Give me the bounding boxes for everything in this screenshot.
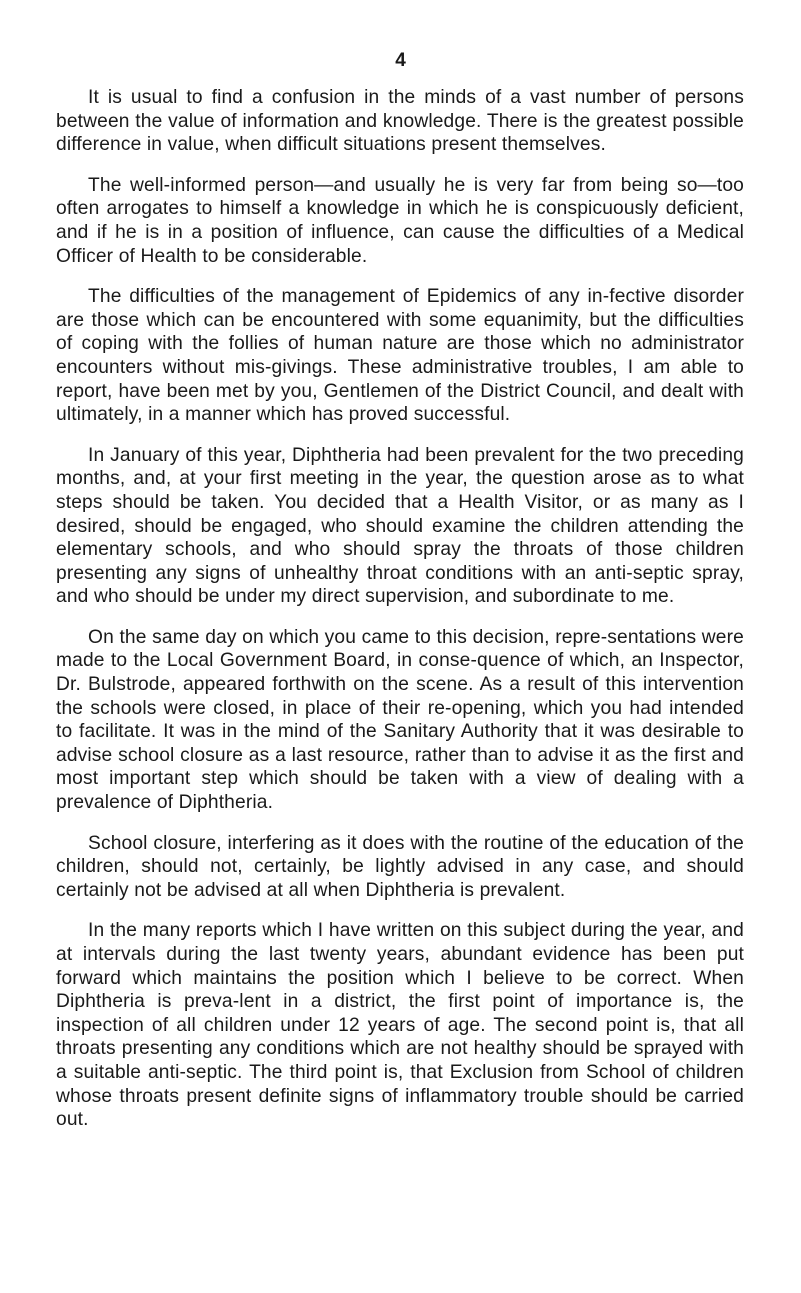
paragraph-6: School closure, interfering as it does with the routine of the education of the children, should not, certainly, be lightly advised in any case, and should certainly not be advised at all when Diphtheria is prevalent. xyxy=(56,832,744,901)
page-number: 4 xyxy=(395,50,406,71)
paragraph-7: In the many reports which I have written on this subject during the year, and at intervals during the last twenty years, abundant evidence has been put forward which maintains the position which I believe to be correct. When Diphtheria is preva-lent in a district, the first point of importance is, the inspection of all children under 12 years of age. The second point is, that all throats presenting any conditions which are not healthy should be sprayed with a suitable anti-septic. The third point is, that Exclusion from School of children whose throats present definite signs of inflammatory trouble should be carried out. xyxy=(56,920,744,1131)
paragraph-5: On the same day on which you came to this decision, repre-sentations were made to the Local Government Board, in conse-quence of which, an Inspector, Dr. Bulstrode, appeared forthwith on the scene. As a result of this intervention the schools were closed, in place of their re-opening, which you had intended to facilitate. It was in the mind of the Sanitary Authority that it was desirable to advise school closure as a last resource, rather than to advise it as the first and most important step which should be taken with a view of dealing with a prevalence of Diphtheria. xyxy=(56,626,744,814)
paragraph-3: The difficulties of the management of Epidemics of any in-fective disorder are those which can be encountered with some equanimity, but the difficulties of coping with the follies of human nature are those which no administrator encounters without mis-givings. These administrative troubles, I am able to report, have been met by you, Gentlemen of the District Council, and dealt with ultimately, in a manner which has proved successful. xyxy=(56,286,744,426)
paragraph-2: The well-informed person—and usually he is very far from being so—too often arrogates to himself a knowledge in which he is conspicuously deficient, and if he is in a position of influence, can cause the difficulties of a Medical Officer of Health to be considerable. xyxy=(56,174,744,267)
document-body xyxy=(56,86,744,1149)
paragraph-4: In January of this year, Diphtheria had been prevalent for the two preceding months, and, at your first meeting in the year, the question arose as to what steps should be taken. You decided that a Health Visitor, or as many as I desired, should be engaged, who should examine the children attending the elementary schools, and who should spray the throats of those children presenting any signs of unhealthy throat conditions with an anti-septic spray, and who should be under my direct supervision, and subordinate to me. xyxy=(56,444,744,608)
paragraph-1: It is usual to find a confusion in the minds of a vast number of persons between the value of information and knowledge. There is the greatest possible difference in value, when difficult situations present themselves. xyxy=(56,87,744,156)
